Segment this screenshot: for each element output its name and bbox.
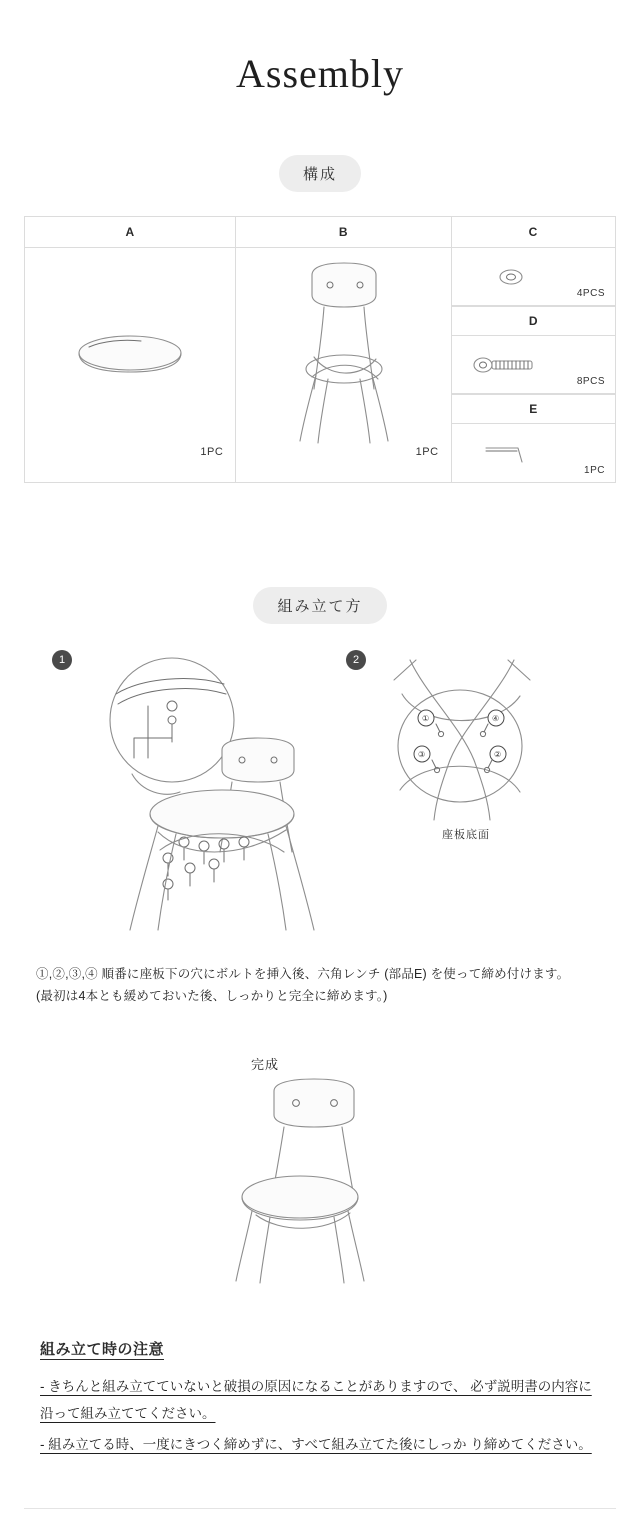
caution-item-text: - きちんと組み立てていないと破損の原因になることがありますので、 必ず説明書の内容に沿って組み立ててください。 [40, 1378, 592, 1421]
instruction-line-2: (最初は4本とも緩めておいた後、しっかりと完全に締めます。) [36, 988, 388, 1003]
parts-column-a-header: A [25, 217, 235, 248]
caution-item [40, 1373, 600, 1427]
caution-item [40, 1431, 600, 1458]
parts-column-d-header: D [452, 306, 615, 336]
finished-label: 完成 [250, 1056, 279, 1072]
parts-column-a [25, 217, 236, 482]
parts-column-a-body [25, 248, 235, 466]
svg-text:①: ① [422, 714, 430, 723]
parts-column-b-body [236, 248, 450, 466]
parts-row-d-qty: 8PCS [576, 376, 605, 387]
caution-item-text: - 組み立てる時、一度にきつく締めずに、すべて組み立てた後にしっか り締めてください。 [40, 1436, 592, 1452]
step-2-illustration [364, 650, 564, 850]
svg-text:③: ③ [418, 750, 426, 759]
instruction-line-1: ①,②,③,④ 順番に座板下の穴にボルトを挿入後、六角レンチ (部品E) を使って締め付けます。 [36, 967, 570, 981]
chair-frame-icon [236, 248, 450, 466]
instruction-note [30, 964, 610, 1008]
page-title: Assembly [236, 51, 404, 96]
parts-column-b-header: B [236, 217, 450, 248]
svg-text:②: ② [494, 750, 502, 759]
parts-row-e-qty: 1PC [584, 465, 605, 476]
parts-row-d [452, 336, 615, 394]
parts-section-header [0, 155, 640, 192]
parts-label: 構成 [279, 155, 361, 192]
cautions-title: 組み立て時の注意 [40, 1340, 165, 1358]
step-1-badge: 1 [52, 650, 72, 670]
assembly-label: 組み立て方 [253, 587, 386, 624]
assembly-section-header [0, 587, 640, 624]
assembly-steps [24, 646, 616, 946]
step-2-caption: 座板底面 [442, 829, 490, 841]
seat-cushion-icon [25, 248, 235, 466]
step-1-illustration [72, 646, 352, 946]
parts-table [24, 216, 616, 483]
cautions-section [40, 1338, 600, 1502]
parts-row-c [452, 248, 615, 306]
parts-row-e [452, 424, 615, 482]
step-2-badge: 2 [346, 650, 366, 670]
parts-row-c-qty: 4PCS [576, 288, 605, 299]
svg-text:④: ④ [492, 714, 500, 723]
parts-column-b-qty: 1PC [415, 446, 439, 458]
finished-illustration [0, 1075, 640, 1290]
parts-column-b [236, 217, 451, 482]
parts-column-small [452, 217, 615, 482]
parts-column-e-header: E [452, 394, 615, 424]
parts-column-a-qty: 1PC [200, 446, 224, 458]
bottom-divider [24, 1508, 616, 1509]
parts-column-c-header: C [452, 217, 615, 248]
